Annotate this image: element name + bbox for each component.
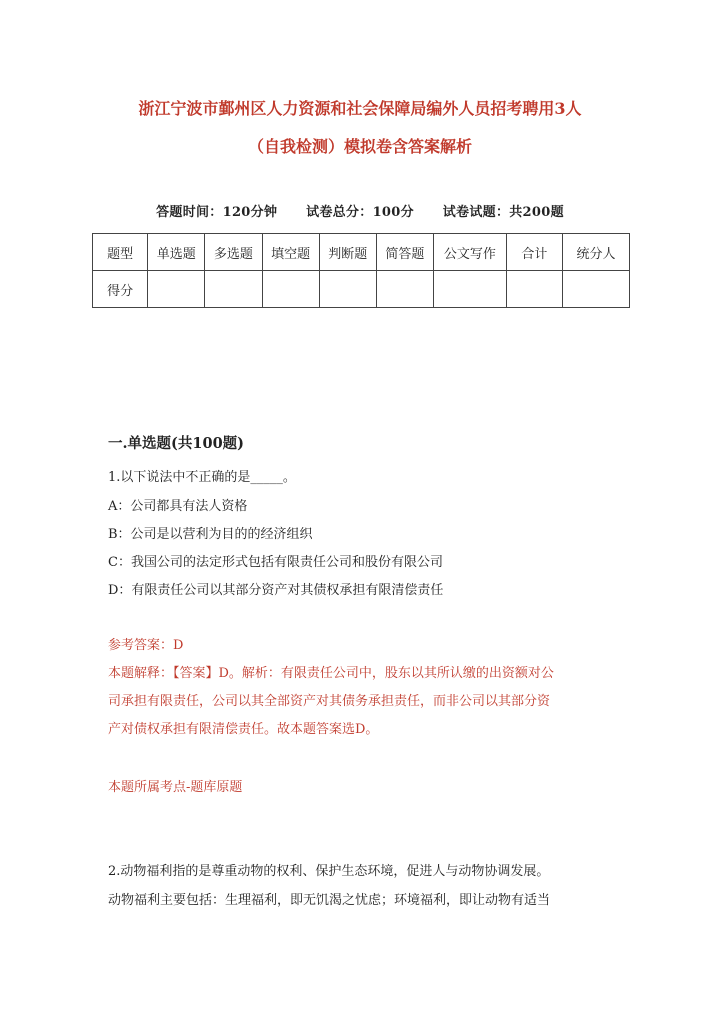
question-1-option-b: B：公司是以营利为目的的经济组织 [108, 527, 313, 542]
question-1-explain-line: 产对债权承担有限清偿责任。故本题答案选D。 [108, 722, 379, 737]
score-cell [506, 271, 562, 308]
table-header-cell: 合计 [506, 234, 562, 271]
question-1-option-a: A：公司都具有法人资格 [108, 499, 248, 514]
question-1-option-d: D：有限责任公司以其部分资产对其债权承担有限清偿责任 [108, 583, 444, 598]
table-header-cell: 统分人 [562, 234, 629, 271]
exam-meta [0, 201, 720, 220]
table-header-cell: 题型 [93, 234, 148, 271]
table-header-cell: 判断题 [319, 234, 376, 271]
exam-time: 答题时间：120分钟 [156, 205, 278, 220]
score-cell [433, 271, 506, 308]
table-header-cell: 公文写作 [433, 234, 506, 271]
score-table-header-row [93, 234, 630, 271]
table-header-cell: 多选题 [205, 234, 262, 271]
question-2-line: 2.动物福利指的是尊重动物的权利、保护生态环境，促进人与动物协调发展。 [108, 864, 550, 879]
score-table-score-row [93, 271, 630, 308]
table-header-cell: 填空题 [262, 234, 319, 271]
table-header-cell: 简答题 [376, 234, 433, 271]
score-cell [562, 271, 629, 308]
score-cell [319, 271, 376, 308]
table-row-label: 得分 [93, 271, 148, 308]
score-cell [148, 271, 205, 308]
question-1-stem: 1.以下说法中不正确的是_____。 [108, 470, 296, 485]
exam-count: 试卷试题：共200题 [442, 205, 564, 220]
question-1-explain-line: 司承担有限责任，公司以其全部资产对其债务承担责任，而非公司以其部分资 [108, 694, 551, 709]
table-header-cell: 单选题 [148, 234, 205, 271]
page-title-line2: （自我检测）模拟卷含答案解析 [247, 137, 472, 156]
score-cell [376, 271, 433, 308]
score-cell [205, 271, 262, 308]
question-1-explain-line: 本题解释：【答案】D。解析：有限责任公司中，股东以其所认缴的出资额对公 [108, 666, 554, 681]
page-title-line1: 浙江宁波市鄞州区人力资源和社会保障局编外人员招考聘用3人 [138, 99, 582, 118]
question-1-source: 本题所属考点-题库原题 [108, 780, 243, 795]
score-cell [262, 271, 319, 308]
question-1-option-c: C：我国公司的法定形式包括有限责任公司和股份有限公司 [108, 555, 443, 570]
exam-total: 试卷总分：100分 [306, 205, 414, 220]
question-2-line: 动物福利主要包括：生理福利，即无饥渴之忧虑；环境福利，即让动物有适当 [108, 893, 551, 908]
score-table [92, 233, 630, 308]
section-title: 一.单选题(共100题) [108, 435, 245, 452]
question-1-answer: 参考答案：D [108, 638, 184, 653]
